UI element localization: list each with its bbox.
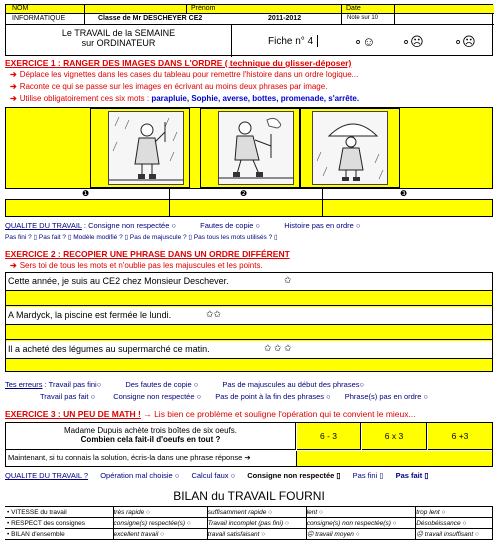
ex1-quality-label: QUALITE DU TRAVAIL (5, 221, 82, 230)
error-item-1[interactable]: : Travail pas fini○ (44, 380, 102, 389)
prenom-label: Prénom (191, 5, 216, 12)
bilan-cell[interactable]: Travail incomplet (pas fini) ○ (207, 518, 306, 529)
ex3-quality-item-2[interactable]: Calcul faux ○ (191, 471, 236, 480)
error-item-2[interactable]: Des fautes de copie ○ (125, 380, 199, 389)
ex3-title-row (5, 409, 416, 419)
title-line-1: Le TRAVAIL de la SEMAINE (61, 28, 176, 38)
answer-field[interactable] (296, 451, 492, 466)
op-choice-1[interactable] (297, 423, 361, 450)
bilan-cell[interactable]: Désobéissance ○ (416, 518, 493, 529)
bilan-table (5, 506, 493, 540)
bilan-row-overall (5, 529, 493, 540)
divider (341, 5, 342, 25)
story-image-1[interactable] (108, 111, 184, 185)
ex2-title: EXERCICE 2 : RECOPIER UNE PHRASE DANS UN ORDRE DIFFÉRENT (5, 249, 290, 259)
sentence-3-stars: ✩ ✩ ✩ (264, 343, 292, 353)
ex3-title: EXERCICE 3 : UN PEU DE MATH ! (5, 409, 141, 419)
error-item-3[interactable]: Pas de majuscules au début des phrases○ (222, 380, 365, 389)
bilan-title: BILAN du TRAVAIL FOURNI (173, 489, 325, 503)
ex1-instruction-1-text: Déplace les vignettes dans les cases du tableau pour remettre l'histoire dans un ordre logique... (19, 70, 359, 79)
number-2: ❷ (240, 189, 248, 198)
ex1-words: parapluie, Sophie, averse, bottes, promenade, s'arrête. (151, 94, 360, 103)
text-answer-2[interactable] (171, 201, 321, 216)
ex1-instruction-1: ➔ Déplace les vignettes dans les cases du tableau pour remettre l'histoire dans un ordre logique... (10, 70, 359, 79)
ex3-quality-item-4[interactable]: Pas fini ▯ (352, 471, 384, 480)
ex1-quality-line2[interactable]: Pas fini ? ▯ Pas fait ? ▯ Modèle modifié ? ▯ Pas de majuscule ? ▯ Pas tous les mots utilisés ? ▯ (5, 234, 278, 241)
op-2-label: 6 x 3 (384, 431, 404, 441)
error-item-6[interactable]: Pas de point à la fin des phrases ○ (215, 392, 331, 401)
bilan-row-speed (5, 507, 493, 518)
nom-label: NOM (12, 5, 29, 12)
ex3-quality-item-3[interactable]: Consigne non respectée ▯ (247, 471, 341, 480)
story-image-3[interactable] (312, 111, 388, 185)
ex1-quality-item-2[interactable]: Fautes de copie ○ (200, 221, 261, 230)
sentence-2: A Mardyck, la piscine est fermée le lundi. (8, 310, 172, 320)
bilan-cell[interactable]: trop lent ○ (416, 507, 493, 518)
ex1-instruction-3-text: Utilise obligatoirement ces six mots : (19, 94, 152, 103)
answer-1-field[interactable] (6, 292, 492, 306)
ex1-quality-item-3[interactable]: Histoire pas en ordre ○ (284, 221, 361, 230)
sentence-1: Cette année, je suis au CE2 chez Monsieur Deschever. (8, 276, 229, 286)
ex1-instruction-2-text: Raconte ce qui se passe sur les images en écrivant au moins deux phrases par image. (19, 82, 328, 91)
ex3-quality-label: QUALITE DU TRAVAIL ? (5, 471, 89, 480)
bilan-row-label: • RESPECT des consignes (5, 518, 113, 529)
sentence-2-box (6, 307, 492, 325)
ex3-quality-item-1[interactable]: Opération mal choisie ○ (100, 471, 180, 480)
error-item-7[interactable]: Phrase(s) pas en ordre ○ (344, 392, 429, 401)
error-item-4[interactable]: Travail pas fait ○ (40, 392, 96, 401)
op-3-label: 6 +3 (451, 431, 469, 441)
smiley-neutral-icon[interactable]: ∘☹ (402, 34, 424, 49)
ex3-title-rest: → Lis bien ce problème et souligne l'opération qui te convient le mieux... (140, 409, 416, 419)
sentence-3-box (6, 341, 492, 359)
header-block (5, 4, 493, 56)
sentence-1-stars: ✩ (284, 275, 292, 285)
ex1-quality-item-1[interactable]: : Consigne non respectée ○ (83, 221, 177, 230)
op-choice-3[interactable] (428, 423, 492, 450)
bilan-row-label: • BILAN d'ensemble (5, 529, 113, 540)
number-3: ❸ (400, 189, 408, 198)
girl-rain-drawing (109, 112, 184, 185)
overall-label: BILAN d'ensemble (11, 530, 65, 538)
ex3-quality-row (5, 471, 428, 480)
answer-2-field[interactable] (6, 326, 492, 340)
bilan-cell[interactable]: très rapide ○ (113, 507, 207, 518)
ex1-quality-row (5, 221, 360, 230)
bilan-cell[interactable]: excellent travail ○ (113, 529, 207, 540)
girl-umbrella-drawing (313, 112, 388, 185)
smiley-happy-icon[interactable]: ∘☺ (354, 34, 376, 49)
bilan-cell[interactable]: suffisamment rapide ○ (207, 507, 306, 518)
divider (169, 188, 170, 217)
answer-prompt: Maintenant, si tu connais la solution, écris-la dans une phrase réponse ➔ (8, 453, 251, 462)
ex2-errors-row-2 (40, 392, 428, 401)
bilan-cell[interactable]: travail satisfaisant ○ (207, 529, 306, 540)
problem-line-2: Combien cela fait-il d'oeufs en tout ? (80, 435, 221, 444)
op-1-label: 6 - 3 (319, 431, 337, 441)
class-label: Classe de Mr DESCHEYER CE2 (98, 15, 203, 22)
divider (84, 5, 85, 25)
cursor (317, 35, 318, 47)
title-box (6, 25, 232, 57)
problem-line-1: Madame Dupuis achète trois boîtes de six oeufs. (64, 426, 237, 435)
problem-cell (6, 423, 296, 450)
sentence-3: Il a acheté des légumes au supermarché ce matin. (8, 344, 210, 354)
text-answer-1[interactable] (6, 201, 168, 216)
bilan-row-respect (5, 518, 493, 529)
ex3-quality-item-5[interactable]: Pas fait ▯ (395, 471, 429, 480)
title-line-2: sur ORDINATEUR (81, 38, 156, 48)
ex2-errors-label: Tes erreurs (5, 380, 43, 389)
bilan-cell[interactable]: ☹ travail moyen ○ (306, 529, 416, 540)
number-1: ❶ (82, 189, 90, 198)
girl-walking-drawing (219, 112, 294, 185)
divider (322, 188, 323, 217)
sentence-1-box (6, 273, 492, 291)
bilan-cell[interactable]: ☹ travail insuffisant ○ (416, 529, 493, 540)
bilan-cell[interactable]: consigne(s) respectée(s) ○ (113, 518, 207, 529)
ex1-instruction-3: ➔ Utilise obligatoirement ces six mots : parapluie, Sophie, averse, bottes, promenade, s'arrête. (10, 94, 360, 103)
text-answer-3[interactable] (324, 201, 492, 216)
date-label: Date (346, 5, 361, 12)
number-row (5, 188, 493, 200)
ex1-instruction-2: ➔ Raconte ce qui se passe sur les images en écrivant au moins deux phrases par image. (10, 82, 328, 91)
year-label: 2011-2012 (268, 15, 302, 22)
fiche-label: Fiche n° 4 (268, 36, 314, 47)
bilan-cell[interactable]: consigne(s) non respectée(s) ○ (306, 518, 416, 529)
ex1-title: EXERCICE 1 : RANGER DES IMAGES DANS L'ORDRE ( technique du glisser-déposer) (5, 58, 352, 68)
error-item-5[interactable]: Consigne non respectée ○ (113, 392, 202, 401)
subject-label: INFORMATIQUE (12, 15, 66, 22)
divider (186, 5, 187, 14)
speed-label: VITESSE du travail (11, 508, 67, 516)
op-choice-2[interactable] (362, 423, 427, 450)
answer-3-field[interactable] (6, 360, 492, 371)
sentence-2-stars: ✩✩ (206, 309, 222, 319)
ex2-instruction: ➔ Sers toi de tous les mots et n'oublie pas les majuscules et les points. (10, 261, 263, 270)
note-label: Note sur 10 (347, 15, 379, 21)
bilan-row-label: • VITESSE du travail (5, 507, 113, 518)
bilan-cell[interactable]: lent ○ (306, 507, 416, 518)
name-field[interactable] (6, 5, 494, 14)
story-image-2[interactable] (218, 111, 294, 185)
ex2-errors-row-1 (5, 380, 364, 389)
smiley-sad-icon[interactable]: ∘☹ (454, 34, 476, 49)
ex2-instruction-text: Sers toi de tous les mots et n'oublie pas les majuscules et les points. (19, 261, 263, 270)
divider (394, 5, 395, 25)
respect-label: RESPECT des consignes (11, 519, 86, 527)
